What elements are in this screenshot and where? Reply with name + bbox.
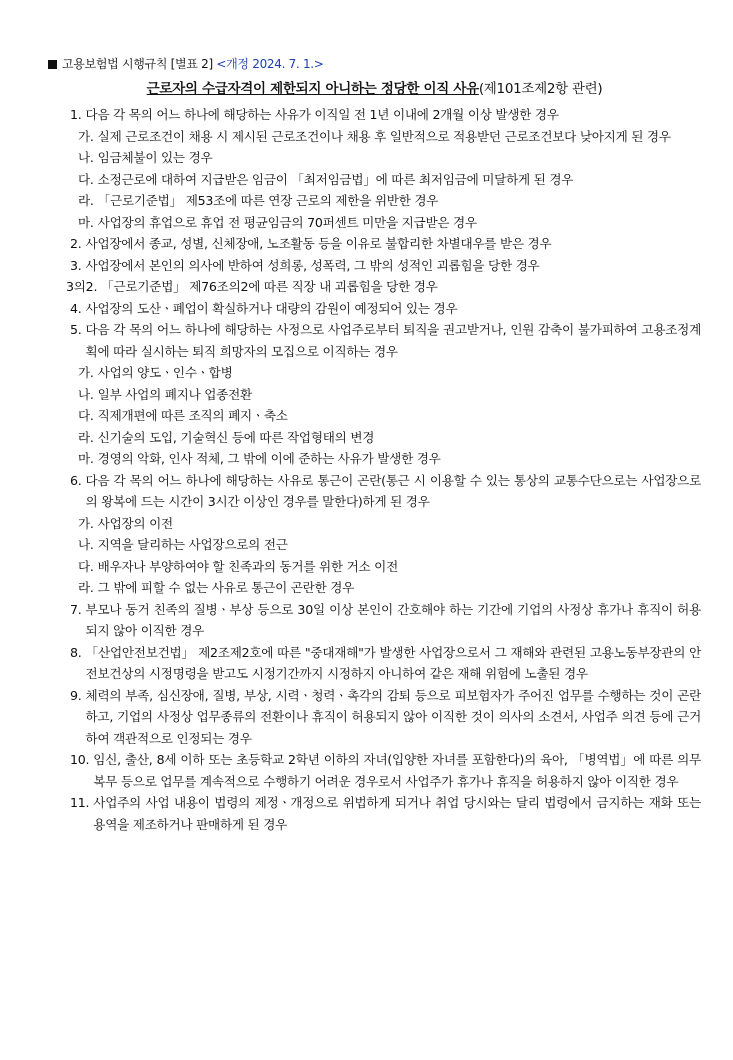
item-text: 「산업안전보건법」 제2조제2호에 따른 "중대재해"가 발생한 사업장으로서 그 재해와 관련된 고용노동부장관의 안전보건상의 시정명령을 받고도 시정기간까지 시정하지 아니하여 같은 재해 위험에 노출된 경우 xyxy=(85,644,701,681)
item-number: 11. xyxy=(70,795,90,810)
item-number: 마. xyxy=(78,214,94,230)
sub-item xyxy=(48,362,701,384)
list-item xyxy=(48,233,701,255)
list-item xyxy=(48,685,701,750)
law-reference: 고용보험법 시행규칙 [별표 2] xyxy=(62,57,213,71)
item-number: 라. xyxy=(78,193,94,208)
black-square-bullet-icon xyxy=(48,60,57,69)
item-text: 다음 각 목의 어느 하나에 해당하는 사유로 통근이 곤란(통근 시 이용할 수 있는 통상의 교통수단으로는 사업장으로의 왕복에 드는 시간이 3시간 이상인 경우를 말한다)하게 된 경우 xyxy=(85,472,701,509)
list-item xyxy=(48,319,701,362)
item-number: 다. xyxy=(78,408,94,423)
list-item xyxy=(48,749,701,792)
item-text: 임신, 출산, 8세 이하 또는 초등학교 2학년 이하의 자녀(입양한 자녀를 포함한다)의 육아, 「병역법」에 따른 의무복무 등으로 업무를 계속적으로 수행하기 어려운 경우로서 사업주가 휴가나 휴직을 허용하지 않아 이직한 경우 xyxy=(93,752,701,789)
list-item xyxy=(48,642,701,685)
item-number: 가. xyxy=(78,365,94,380)
sub-item xyxy=(48,427,701,449)
item-text: 다음 각 목의 어느 하나에 해당하는 사유가 이직일 전 1년 이내에 2개월 이상 발생한 경우 xyxy=(85,107,559,122)
item-text: 임금체불이 있는 경우 xyxy=(97,150,213,165)
item-text: 경영의 악화, 인사 적체, 그 밖에 이에 준하는 사유가 발생한 경우 xyxy=(97,451,441,466)
item-text: 사업장의 도산ㆍ폐업이 확실하거나 대량의 감원이 예정되어 있는 경우 xyxy=(85,300,458,316)
sub-item xyxy=(48,405,701,427)
item-text: 직제개편에 따른 조직의 폐지ㆍ축소 xyxy=(97,408,288,423)
item-text: 사업장에서 종교, 성별, 신체장애, 노조활동 등을 이유로 불합리한 차별대우를 받은 경우 xyxy=(85,236,552,251)
item-number: 8. xyxy=(70,644,82,660)
page-title-main: 근로자의 수급자격이 제한되지 아니하는 정당한 이직 사유 xyxy=(146,81,479,97)
item-number: 1. xyxy=(70,107,82,122)
sub-item xyxy=(48,577,701,599)
document-header xyxy=(48,56,701,72)
item-number: 10. xyxy=(70,752,90,767)
sub-item xyxy=(48,169,701,191)
sub-item xyxy=(48,448,701,470)
item-number: 가. xyxy=(78,515,94,531)
item-text: 부모나 동거 친족의 질병ㆍ부상 등으로 30일 이상 본인이 간호해야 하는 기간에 기업의 사정상 휴가나 휴직이 허용되지 않아 이직한 경우 xyxy=(85,601,701,638)
reason-list xyxy=(48,104,701,835)
sub-item xyxy=(48,190,701,212)
item-text: 다음 각 목의 어느 하나에 해당하는 사정으로 사업주로부터 퇴직을 권고받거나, 인원 감축이 불가피하여 고용조정계획에 따라 실시하는 퇴직 희망자의 모집으로 이직하는 경우 xyxy=(85,322,701,359)
list-item xyxy=(48,470,701,513)
item-text: 그 밖에 피할 수 없는 사유로 통근이 곤란한 경우 xyxy=(97,580,355,595)
item-text: 「근로기준법」 제76조의2에 따른 직장 내 괴롭힘을 당한 경우 xyxy=(101,279,438,294)
revision-date: <개정 2024. 7. 1.> xyxy=(216,57,324,71)
page-title xyxy=(48,80,701,98)
item-text: 체력의 부족, 심신장애, 질병, 부상, 시력ㆍ청력ㆍ촉각의 감퇴 등으로 피보험자가 주어진 업무를 수행하는 것이 곤란하고, 기업의 사정상 업무종류의 전환이나 휴직이 허용되지 않아 이직한 것이 의사의 소견서, 사업주 의견 등에 근거하여 객관적으로 인정되는 경우 xyxy=(85,687,701,746)
item-number: 2. xyxy=(70,236,82,251)
item-number: 5. xyxy=(70,322,82,337)
item-number: 나. xyxy=(78,150,94,165)
item-number: 3. xyxy=(70,257,82,273)
page-title-reference: (제101조제2항 관련) xyxy=(478,81,603,97)
item-text: 「근로기준법」 제53조에 따른 연장 근로의 제한을 위반한 경우 xyxy=(97,193,439,208)
item-number: 라. xyxy=(78,580,94,595)
item-number: 3의2. xyxy=(66,279,98,294)
item-text: 사업장의 이전 xyxy=(97,515,173,531)
list-item xyxy=(48,276,701,298)
item-text: 실제 근로조건이 채용 시 제시된 근로조건이나 채용 후 일반적으로 적용받던 근로조건보다 낮아지게 된 경우 xyxy=(97,128,671,144)
item-text: 지역을 달리하는 사업장으로의 전근 xyxy=(97,537,288,552)
item-number: 7. xyxy=(70,601,82,617)
list-item xyxy=(48,599,701,642)
item-number: 나. xyxy=(78,537,94,552)
list-item xyxy=(48,104,701,126)
sub-item xyxy=(48,534,701,556)
item-text: 사업주의 사업 내용이 법령의 제정ㆍ개정으로 위법하게 되거나 취업 당시와는 달리 법령에서 금지하는 재화 또는 용역을 제조하거나 판매하게 된 경우 xyxy=(93,795,701,832)
item-text: 신기술의 도입, 기술혁신 등에 따른 작업형태의 변경 xyxy=(97,429,375,445)
sub-item xyxy=(48,126,701,148)
item-number: 가. xyxy=(78,128,94,144)
sub-item xyxy=(48,147,701,169)
item-number: 9. xyxy=(70,687,82,703)
sub-item xyxy=(48,556,701,578)
item-number: 4. xyxy=(70,300,82,316)
item-text: 사업장에서 본인의 의사에 반하여 성희롱, 성폭력, 그 밖의 성적인 괴롭힘을 당한 경우 xyxy=(85,257,540,273)
sub-item xyxy=(48,384,701,406)
list-item xyxy=(48,792,701,835)
sub-item xyxy=(48,513,701,535)
item-number: 마. xyxy=(78,451,94,466)
item-text: 소정근로에 대하여 지급받은 임금이 「최저임금법」에 따른 최저임금에 미달하게 된 경우 xyxy=(97,171,574,187)
item-number: 다. xyxy=(78,171,94,187)
list-item xyxy=(48,255,701,277)
item-text: 사업의 양도ㆍ인수ㆍ합병 xyxy=(97,365,233,380)
item-text: 일부 사업의 폐지나 업종전환 xyxy=(97,386,252,402)
item-number: 라. xyxy=(78,429,94,445)
item-text: 배우자나 부양하여야 할 친족과의 동거를 위한 거소 이전 xyxy=(97,558,399,574)
item-number: 나. xyxy=(78,386,94,402)
list-item xyxy=(48,298,701,320)
item-text: 사업장의 휴업으로 휴업 전 평균임금의 70퍼센트 미만을 지급받은 경우 xyxy=(97,214,477,230)
item-number: 다. xyxy=(78,558,94,574)
item-number: 6. xyxy=(70,472,82,488)
sub-item xyxy=(48,212,701,234)
